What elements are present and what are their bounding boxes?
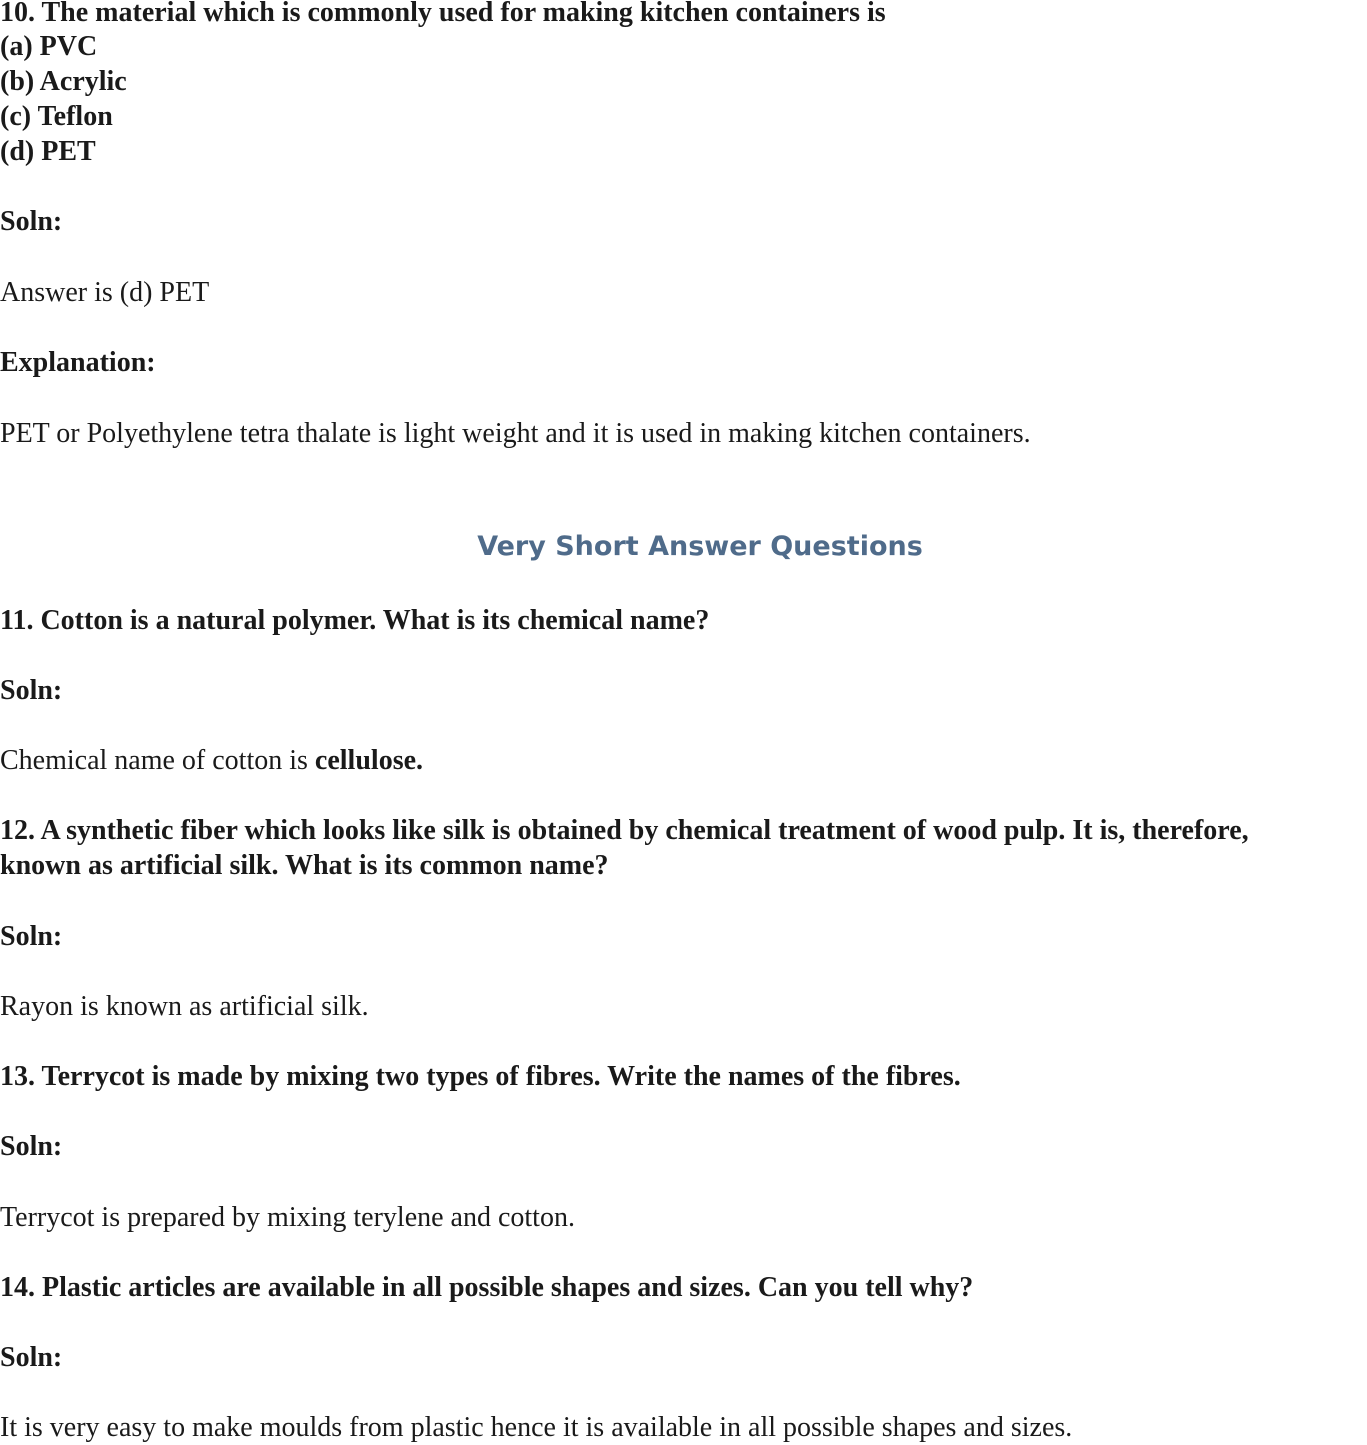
q10-answer: Answer is (d) PET bbox=[0, 277, 210, 308]
q13-soln-label: Soln: bbox=[0, 1131, 63, 1162]
q13-question: 13. Terrycot is made by mixing two types of fibres. Write the names of the fibres. bbox=[0, 1061, 961, 1092]
q11-answer-prefix: Chemical name of cotton is bbox=[0, 745, 315, 776]
q10-soln-label: Soln: bbox=[0, 206, 63, 237]
q13-answer: Terrycot is prepared by mixing terylene and cotton. bbox=[0, 1202, 575, 1233]
q10-option-c: (c) Teflon bbox=[0, 101, 113, 132]
q14-question: 14. Plastic articles are available in all possible shapes and sizes. Can you tell why? bbox=[0, 1272, 974, 1303]
q11-soln-label: Soln: bbox=[0, 675, 63, 706]
q10-explanation: PET or Polyethylene tetra thalate is light weight and it is used in making kitchen containers. bbox=[0, 418, 1031, 449]
q10-option-a: (a) PVC bbox=[0, 31, 98, 62]
q10-option-b: (b) Acrylic bbox=[0, 66, 127, 97]
q12-question-line2: known as artificial silk. What is its common name? bbox=[0, 850, 609, 881]
q12-question-line1: 12. A synthetic fiber which looks like silk is obtained by chemical treatment of wood pulp. It is, therefore, bbox=[0, 815, 1249, 846]
q11-answer-term: cellulose. bbox=[314, 745, 424, 776]
q12-soln-label: Soln: bbox=[0, 921, 63, 952]
q10-option-d: (d) PET bbox=[0, 136, 96, 167]
q11-question: 11. Cotton is a natural polymer. What is its chemical name? bbox=[0, 605, 710, 636]
q14-answer: It is very easy to make moulds from plastic hence it is available in all possible shapes and sizes. bbox=[0, 1412, 1073, 1443]
q10-explanation-label: Explanation: bbox=[0, 347, 156, 378]
section-heading: Very Short Answer Questions bbox=[477, 531, 923, 562]
q12-question bbox=[0, 813, 1367, 883]
q14-soln-label: Soln: bbox=[0, 1342, 63, 1373]
q10-question: 10. The material which is commonly used for making kitchen containers is bbox=[0, 0, 886, 28]
q11-answer bbox=[0, 743, 423, 778]
q12-answer: Rayon is known as artificial silk. bbox=[0, 991, 369, 1022]
